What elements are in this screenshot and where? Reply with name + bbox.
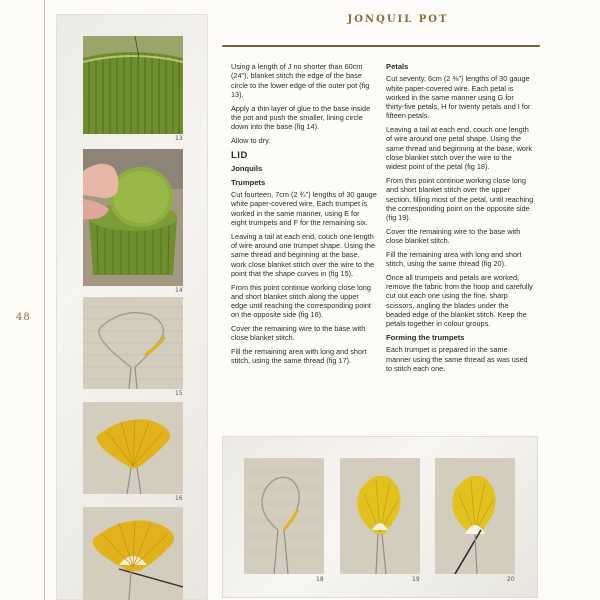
chapter-title: JONQUIL POT [347, 14, 449, 25]
subheading-trumpets: Trumpets [231, 177, 266, 187]
fig-label-13: 13 [175, 135, 183, 142]
margin-rule [44, 0, 45, 600]
paragraph: Each trumpet is prepared in the same manner using the same thread as was used to stitch each one. [386, 345, 528, 373]
photo-fig-18 [244, 458, 324, 574]
paragraph: Allow to dry. [231, 135, 271, 145]
fig-label-19: 19 [412, 576, 420, 583]
photo-fig-19 [340, 458, 420, 574]
photo-fig-15 [83, 297, 183, 389]
page-number: 48 [16, 312, 31, 323]
paragraph: Cut fourteen, 7cm (2 ¾") lengths of 30 gauge white paper-covered wire. Each trumpet is worked in the same manner, using E for eight trumpets and F for the remaining six. [231, 190, 377, 227]
fig-label-20: 20 [507, 576, 515, 583]
photo-strip [56, 14, 208, 600]
subheading-jonquils: Jonquils [231, 164, 263, 174]
paragraph: Fill the remaining area with long and short stitch, using the same thread (fig 17). [231, 347, 367, 366]
fig-label-16: 16 [175, 495, 183, 502]
paragraph: Once all trumpets and petals are worked, remove the fabric from the hoop and carefully cut out each one using the fine, sharp scissors, angling the blades under the beaded edge of the blanket stitch. Keep the petals together in colour groups. [386, 272, 533, 329]
photo-fig-13 [83, 36, 183, 134]
photo-fig-17 [83, 507, 183, 600]
paragraph: Leaving a tail at each end, couch one length of wire around one petal shape. Using the same thread and beginning at the base, work close blanket stitch over the wire to the widest point of the petal (fig 18). [386, 125, 533, 172]
paragraph: Leaving a tail at each end, couch one length of wire around one trumpet shape. Using the same thread and beginning at the base, work close blanket stitch over the wire to the point that the shape curves in (fig 15). [231, 231, 375, 278]
paragraph: Fill the remaining area with long and short stitch, using the same thread (fig 20). [386, 249, 522, 269]
paragraph: From this point continue working close long and short blanket stitch over the upper section, filling most of the petal, until reaching the corresponding point on the opposite side (fig 19). [386, 176, 534, 223]
fig-label-18: 18 [316, 576, 324, 583]
text-column-right [386, 62, 534, 378]
paragraph: Cover the remaining wire to the base with close blanket stitch. [386, 226, 521, 246]
text-column-left [231, 62, 377, 370]
subheading-forming-trumpets: Forming the trumpets [386, 333, 465, 343]
paragraph: From this point continue working close long and short blanket stitch along the upper edge until reaching the corresponding point on the opposite side (fig 16). [231, 282, 371, 320]
title-divider [222, 45, 540, 47]
photo-fig-16 [83, 402, 183, 494]
paragraph: Apply a thin layer of glue to the base inside the pot and push the smaller, lining circle down into the base (fig 14). [231, 103, 371, 132]
fig-label-14: 14 [175, 287, 183, 294]
section-heading-lid: LID [231, 150, 248, 162]
subheading-petals: Petals [386, 62, 409, 71]
paragraph: Cover the remaining wire to the base with close blanket stitch. [231, 324, 366, 343]
paragraph: Using a length of J no shorter than 60cm (24"), blanket stitch the edge of the base circle to the lower edge of the outer pot (fig 13). [231, 62, 370, 99]
paragraph: Cut seventy, 6cm (2 ⅜") lengths of 30 gauge white paper-covered wire. Each petal is worked in the same manner using G for thirty-five petals, H for twenty petals and I for fifteen petals. [386, 74, 531, 121]
photo-fig-20 [435, 458, 515, 574]
photo-fig-14 [83, 149, 183, 286]
fig-label-15: 15 [175, 390, 183, 397]
photo-panel-bottom [222, 436, 538, 598]
